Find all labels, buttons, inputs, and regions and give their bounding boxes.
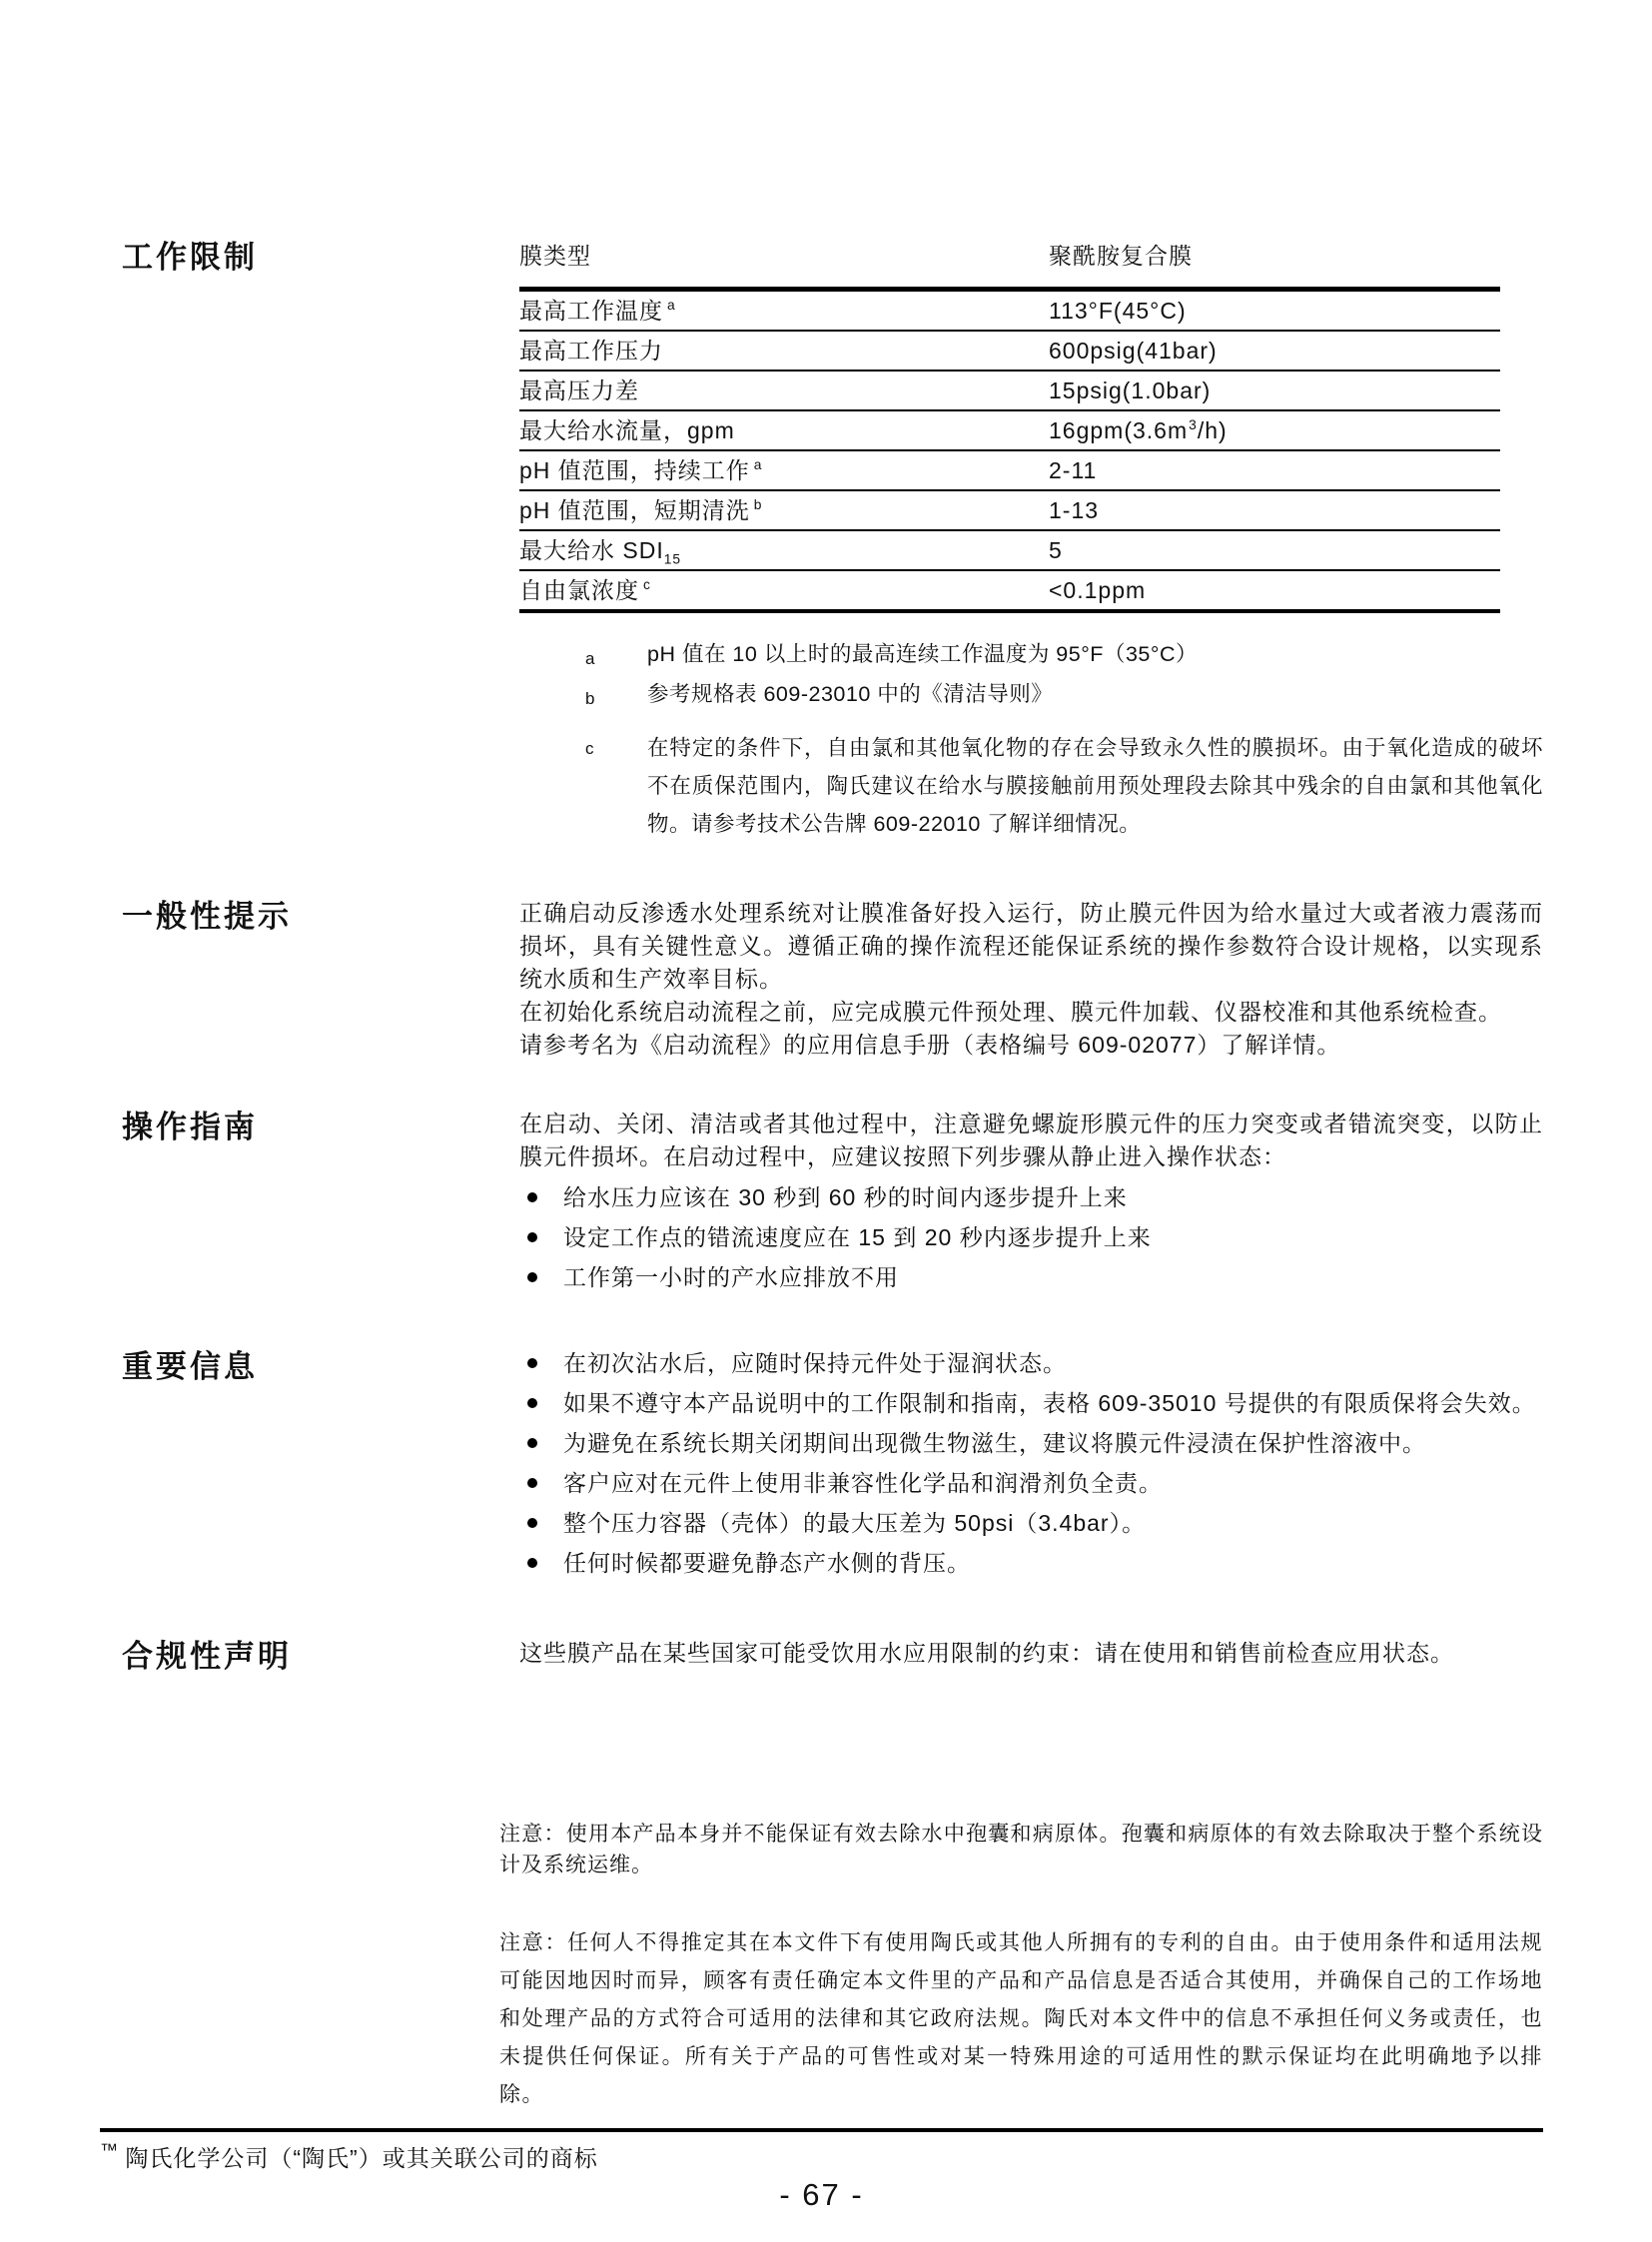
footer-trademark-line xyxy=(100,2140,1543,2173)
bullet-item xyxy=(519,1547,1543,1580)
operation-guide-bullets xyxy=(519,1181,1543,1294)
paragraph: 正确启动反渗透水处理系统对让膜准备好投入运行，防止膜元件因为给水量过大或者液力震荡而损坏，具有关键性意义。遵循正确的操作流程还能保证系统的操作参数符合设计规格，以实现系统水质和生产效率目标。 xyxy=(519,900,1543,992)
footnote-marker: b xyxy=(585,689,596,708)
notice-paragraph: 注意：任何人不得推定其在本文件下有使用陶氏或其他人所拥有的专利的自由。由于使用条件和适用法规可能因地因时而异，顾客有责任确定本文件里的产品和产品信息是否适合其使用，并确保自己的工作场地和处理产品的方式符合可适用的法律和其它政府法规。陶氏对本文件中的信息不承担任何义务或责任，也未提供任何保证。所有关于产品的可售性或对某一特殊用途的可适用性的默示保证均在此明确地予以排除。 xyxy=(499,1930,1543,2106)
spec-row-label: 最大给水 $SDI_{15}$ xyxy=(519,536,682,567)
bullet-text: 在初次沾水后，应随时保持元件处于湿润状态。 xyxy=(563,1350,1067,1376)
bullet-text: 为避免在系统长期关闭期间出现微生物滋生，建议将膜元件浸渍在保护性溶液中。 xyxy=(563,1430,1426,1456)
spec-row-label: 最大给水流量，gpm xyxy=(519,416,735,443)
trademark-symbol: ™ xyxy=(100,2139,118,2160)
bullet-text: 客户应对在元件上使用非兼容性化学品和润滑剂负全责。 xyxy=(563,1470,1163,1496)
section-heading-compliance: 合规性声明 xyxy=(122,1639,292,1674)
spec-row-value: 2-11 xyxy=(1049,456,1098,483)
spec-row-value: 5 xyxy=(1049,536,1063,563)
footnote-marker: c xyxy=(585,739,595,758)
spec-row-value: $16gpm(3.6m^3/h)$ xyxy=(1049,416,1228,443)
operating-limits-body xyxy=(519,238,1543,847)
section-heading-operating-limits: 工作限制 xyxy=(122,240,258,275)
bullet-item xyxy=(519,1507,1543,1540)
section-operating-limits xyxy=(122,238,1543,847)
footnote-marker: a xyxy=(585,649,596,668)
footnote-ref: c xyxy=(643,576,651,592)
spec-table-header xyxy=(519,238,1500,292)
bullet-icon xyxy=(527,1398,537,1408)
important-info-bullets xyxy=(519,1347,1543,1580)
notices xyxy=(499,1819,1543,2114)
bullet-icon xyxy=(527,1478,537,1488)
footnote-item xyxy=(585,639,1543,675)
spec-row-value: 600psig(41bar) xyxy=(1049,337,1218,364)
spec-table-row xyxy=(519,332,1500,372)
spec-row-label: 自由氯浓度 $^c$ xyxy=(519,576,651,603)
spec-row-value: <0.1ppm xyxy=(1049,576,1147,603)
section-important-info xyxy=(122,1347,1543,1587)
bullet-text: 整个压力容器（壳体）的最大压差为 50psi（3.4bar）。 xyxy=(563,1510,1147,1536)
footnote-ref: a xyxy=(667,297,676,313)
bullet-icon xyxy=(527,1438,537,1448)
bullet-item xyxy=(519,1347,1543,1380)
subscript: 15 xyxy=(663,551,682,567)
spec-table-row xyxy=(519,451,1500,491)
general-notes-paragraphs xyxy=(519,897,1543,1062)
spec-table-row xyxy=(519,372,1500,411)
section-operation-guide xyxy=(122,1108,1543,1301)
bullet-item xyxy=(519,1427,1543,1460)
bullet-item xyxy=(519,1387,1543,1420)
paragraph: 请参考名为《启动流程》的应用信息手册（表格编号 609-02077）了解详情。 xyxy=(519,1032,1341,1058)
important-info-body xyxy=(519,1347,1543,1587)
spec-row-value: 1-13 xyxy=(1049,496,1100,523)
page-footer xyxy=(100,2128,1543,2213)
bullet-icon xyxy=(527,1558,537,1568)
trademark-text: 陶氏化学公司（“陶氏”）或其关联公司的商标 xyxy=(125,2144,598,2171)
footnote-text: pH 值在 10 以上时的最高连续工作温度为 95°F（35°C） xyxy=(647,642,1198,666)
spec-row-label: 最高工作压力 xyxy=(519,337,663,364)
bullet-text: 任何时候都要避免静态产水侧的背压。 xyxy=(563,1550,971,1576)
operation-guide-body xyxy=(519,1108,1543,1301)
bullet-item xyxy=(519,1467,1543,1500)
section-heading-general-notes: 一般性提示 xyxy=(122,899,292,934)
bullet-item xyxy=(519,1221,1543,1254)
footnote-text: 参考规格表 609-23010 中的《清洁导则》 xyxy=(647,682,1054,706)
spec-header-label: 膜类型 xyxy=(519,243,591,269)
spec-row-value: 113°F(45°C) xyxy=(1049,297,1187,324)
bullet-text: 设定工作点的错流速度应在 15 到 20 秒内逐步提升上来 xyxy=(563,1224,1152,1250)
bullet-text: 给水压力应该在 30 秒到 60 秒的时间内逐步提升上来 xyxy=(563,1184,1128,1210)
section-heading-operation-guide: 操作指南 xyxy=(122,1110,258,1144)
bullet-text: 工作第一小时的产水应排放不用 xyxy=(563,1264,899,1290)
bullet-item xyxy=(519,1181,1543,1214)
superscript: 3 xyxy=(1189,416,1198,432)
spec-row-value: 15psig(1.0bar) xyxy=(1049,376,1212,403)
page-number: - 67 - xyxy=(779,2176,864,2212)
spec-table-row xyxy=(519,571,1500,613)
compliance-text: 这些膜产品在某些国家可能受饮用水应用限制的约束：请在使用和销售前检查应用状态。 xyxy=(519,1640,1454,1666)
footnotes xyxy=(585,639,1543,843)
bullet-icon xyxy=(527,1358,537,1368)
footnote-ref: a xyxy=(753,456,763,472)
spec-table-row xyxy=(519,292,1500,332)
footnote-item xyxy=(585,679,1543,715)
bullet-icon xyxy=(527,1192,537,1202)
spec-table-row xyxy=(519,411,1500,451)
spec-row-label: pH 值范围，持续工作 $^a$ xyxy=(519,456,763,483)
spec-row-label: pH 值范围，短期清洗 $^b$ xyxy=(519,496,763,523)
footnote-item xyxy=(585,729,1543,843)
bullet-icon xyxy=(527,1232,537,1242)
notice-paragraph: 注意：使用本产品本身并不能保证有效去除水中孢囊和病原体。孢囊和病原体的有效去除取决于整个系统设计及系统运维。 xyxy=(499,1822,1543,1876)
footnote-text: 在特定的条件下，自由氯和其他氧化物的存在会导致永久性的膜损坏。由于氧化造成的破坏不在质保范围内，陶氏建议在给水与膜接触前用预处理段去除其中残余的自由氯和其他氧化物。请参考技术公告牌 609-22010 了解详细情况。 xyxy=(647,736,1543,836)
footnote-ref: b xyxy=(753,496,763,512)
bullet-icon xyxy=(527,1518,537,1528)
section-general-notes xyxy=(122,897,1543,1062)
section-heading-important-info: 重要信息 xyxy=(122,1349,258,1384)
spec-header-value: 聚酰胺复合膜 xyxy=(1049,243,1193,269)
operation-guide-intro: 在启动、关闭、清洁或者其他过程中，注意避免螺旋形膜元件的压力突变或者错流突变，以防止膜元件损坏。在启动过程中，应建议按照下列步骤从静止进入操作状态： xyxy=(519,1111,1543,1169)
spec-table-row xyxy=(519,531,1500,571)
bullet-icon xyxy=(527,1272,537,1282)
spec-table xyxy=(519,238,1500,613)
spec-row-label: 最高工作温度 $^a$ xyxy=(519,297,676,324)
section-compliance xyxy=(122,1637,1543,1675)
spec-table-row xyxy=(519,491,1500,531)
bullet-item xyxy=(519,1261,1543,1294)
spec-table-rows xyxy=(519,292,1500,613)
spec-row-label: 最高压力差 xyxy=(519,376,639,403)
bullet-text: 如果不遵守本产品说明中的工作限制和指南，表格 609-35010 号提供的有限质保将会失效。 xyxy=(563,1390,1536,1416)
paragraph: 在初始化系统启动流程之前，应完成膜元件预处理、膜元件加载、仪器校准和其他系统检查。 xyxy=(519,999,1502,1025)
